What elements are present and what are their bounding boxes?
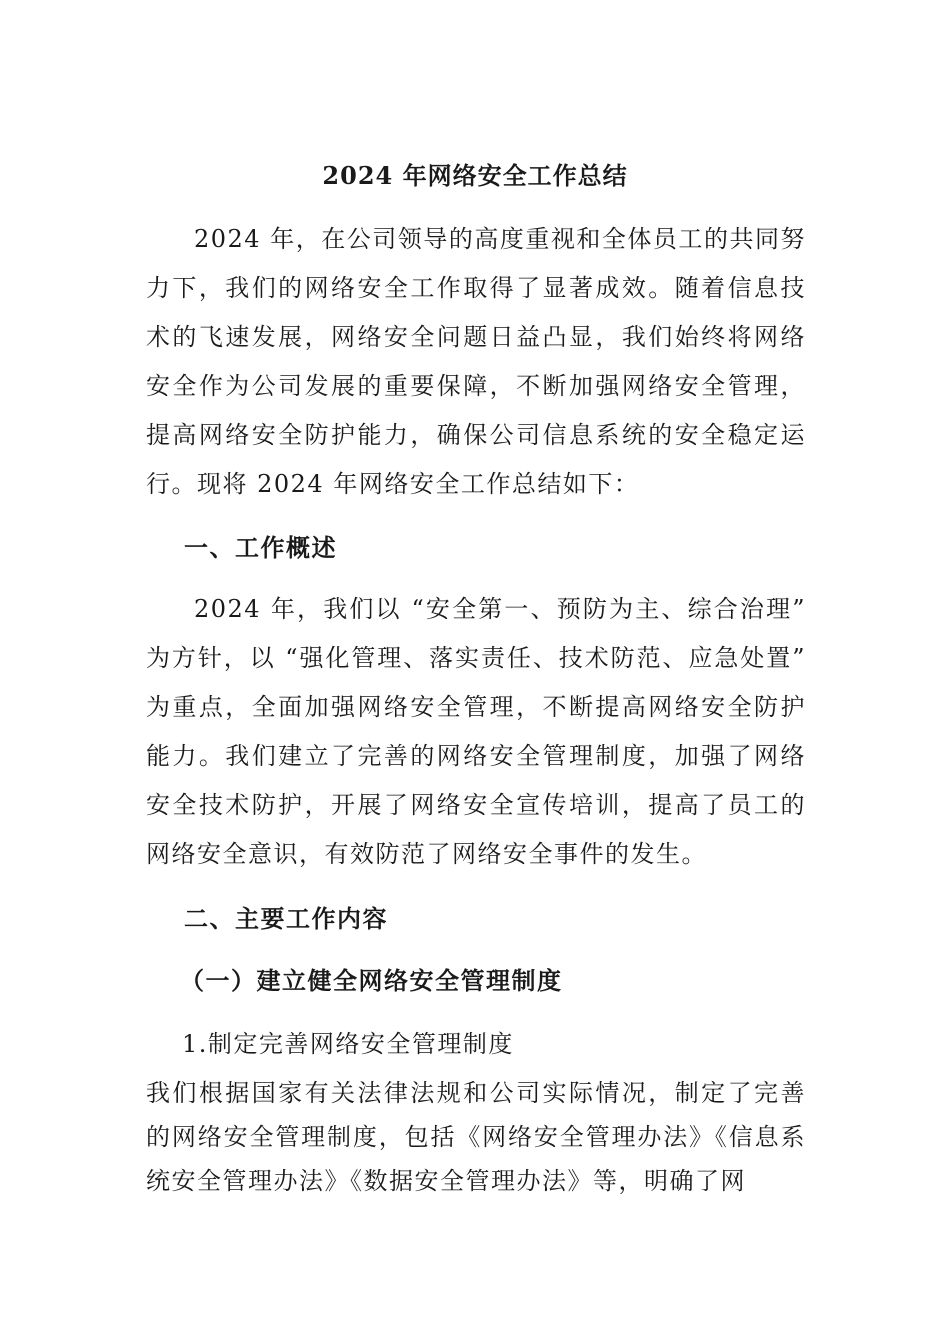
overview-paragraph: 2024 年，我们以 “安全第一、预防为主、综合治理” 为方针，以 “强化管理、落实责任、技术防范、应急处置” 为重点，全面加强网络安全管理，不断提高网络安全防护能力。我们建立了完善的网络安全管理制度，加强了网络安全技术防护，开展了网络安全宣传培训，提高了员工的网络安全意识，有效防范了网络安全事件的发生。 bbox=[146, 595, 806, 868]
item-1-paragraph: 我们根据国家有关法律法规和公司实际情况，制定了完善的网络安全管理制度，包括《网络安全管理办法》《信息系统安全管理办法》《数据安全管理办法》等，明确了网 bbox=[146, 1079, 806, 1195]
item-heading-1: 1.制定完善网络安全管理制度 bbox=[182, 1030, 514, 1058]
section-heading-main-work: 二、主要工作内容 bbox=[184, 904, 388, 933]
intro-paragraph: 2024 年，在公司领导的高度重视和全体员工的共同努力下，我们的网络安全工作取得了显著成效。随着信息技术的飞速发展，网络安全问题日益凸显，我们始终将网络安全作为公司发展的重要保障，不断加强网络安全管理，提高网络安全防护能力，确保公司信息系统的安全稳定运行。现将 2024 年网络安全工作总结如下： bbox=[146, 225, 806, 498]
section-heading-overview: 一、工作概述 bbox=[184, 533, 337, 562]
subsection-heading-management-system: （一）建立健全网络安全管理制度 bbox=[180, 966, 563, 995]
document-title: 2024 年网络安全工作总结 bbox=[322, 161, 628, 190]
